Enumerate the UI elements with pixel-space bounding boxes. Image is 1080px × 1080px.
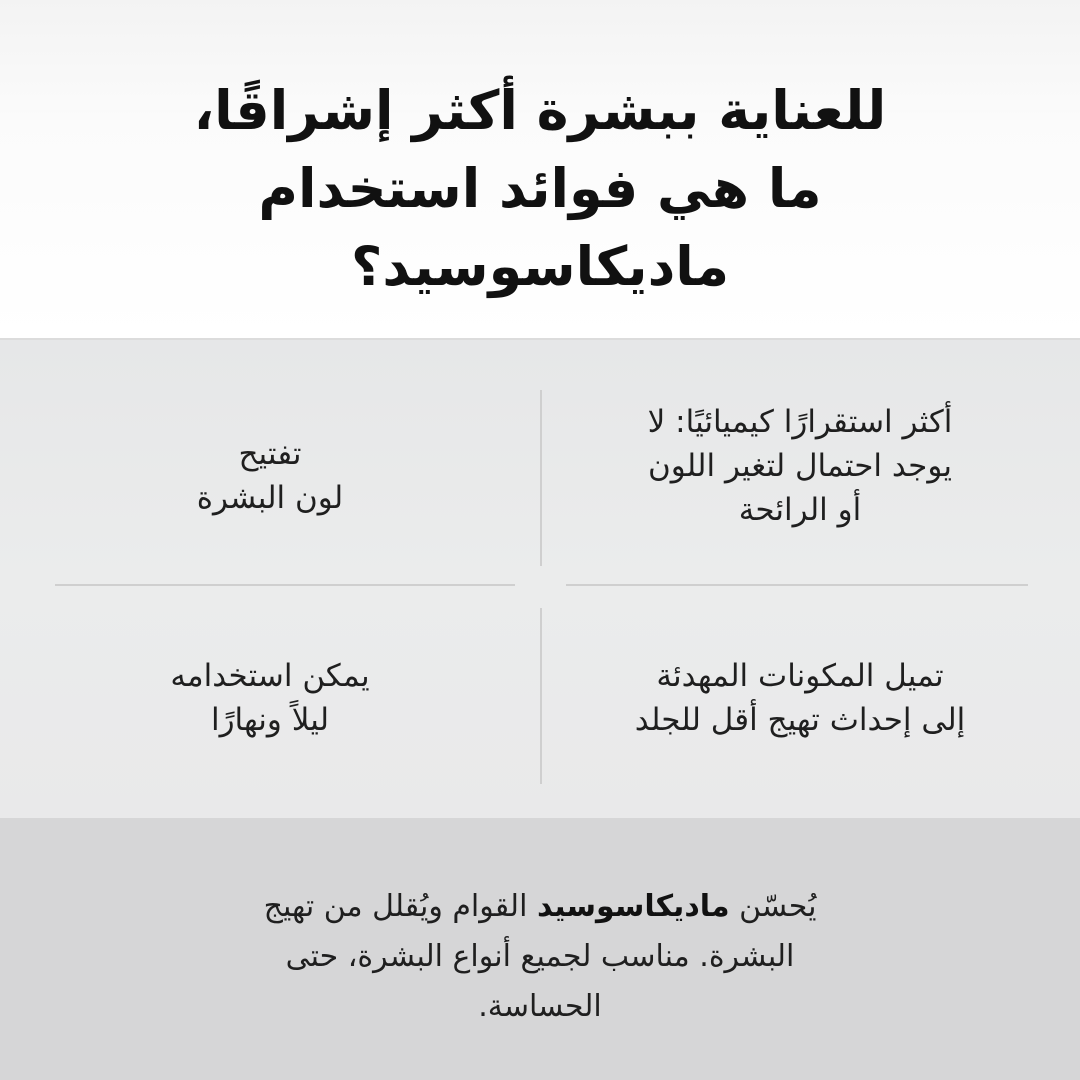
benefit-line: أو الرائحة [738,492,862,528]
horizontal-divider-right [566,584,1028,586]
horizontal-divider-left [55,584,515,586]
vertical-divider-top [540,390,542,566]
benefit-day-and-night-use [50,654,490,742]
footer-summary [160,882,920,1032]
footer-line-1-suffix: القوام ويُقلل من تهيج [263,889,537,924]
title-line-1: للعناية ببشرة أكثر إشراقًا، [193,79,887,142]
title-line-3: ماديكاسوسيد؟ [351,235,729,298]
benefit-line: ليلاً ونهارًا [210,702,330,738]
footer-line-1 [160,882,920,932]
benefit-line: إلى إحداث تهيج أقل للجلد [634,702,966,738]
header-section [0,0,1080,338]
benefit-line: أكثر استقرارًا كيميائيًا: لا [647,404,953,440]
footer-line-3: الحساسة. [478,989,602,1024]
vertical-divider-bottom [540,608,542,784]
benefits-grid [0,338,1080,818]
benefit-line: تميل المكونات المهدئة [656,658,944,694]
benefit-line: يمكن استخدامه [170,658,370,694]
benefit-line: يوجد احتمال لتغير اللون [648,448,952,484]
title-line-2: ما هي فوائد استخدام [258,157,822,220]
benefit-skin-brightening [50,432,490,520]
footer-section [0,818,1080,1080]
footer-line-2: البشرة. مناسب لجميع أنواع البشرة، حتى [285,939,795,974]
benefit-chemical-stability [580,400,1020,532]
product-name-highlight: ماديكاسوسيد [536,889,730,924]
benefit-line: تفتيح [238,436,302,472]
benefit-soothing-ingredients [580,654,1020,742]
footer-line-1-prefix: يُحسّن [729,889,817,924]
benefit-line: لون البشرة [196,480,344,516]
page-title [140,72,940,306]
